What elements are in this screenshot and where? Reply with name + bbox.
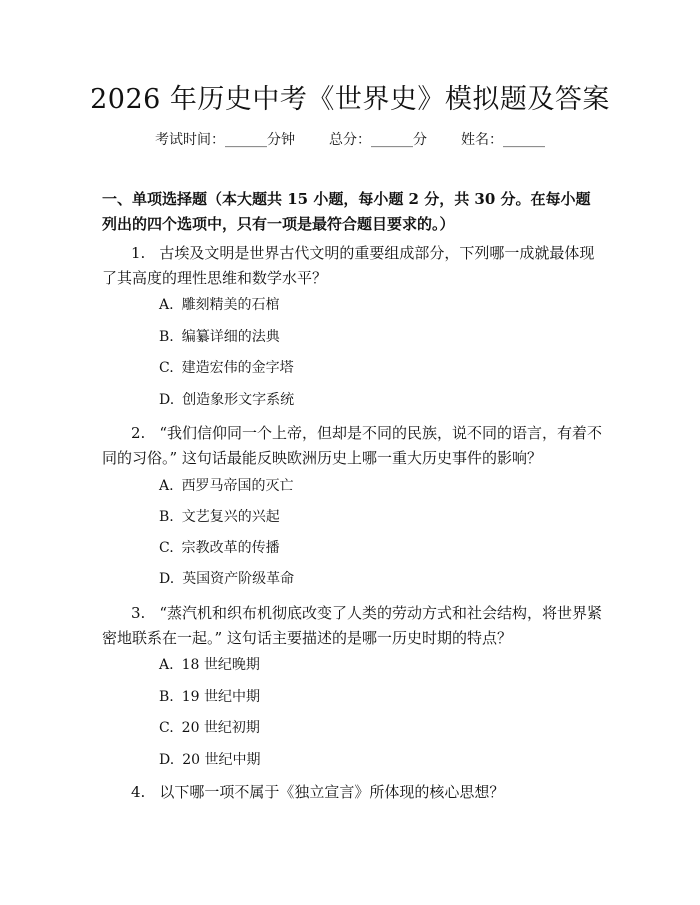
question-text: “蒸汽机和织布机彻底改变了人类的劳动方式和社会结构，将世界紧密地联系在一起。” 这句话主要描述的是哪一历史时期的特点？: [102, 604, 602, 647]
option-text: 英国资产阶级革命: [182, 571, 295, 587]
option-3d: [159, 750, 260, 770]
question-number: 3.: [131, 604, 146, 622]
option-text: 20 世纪初期: [181, 720, 260, 736]
question-text: “我们信仰同一个上帝，但却是不同的民族，说不同的语言，有着不同的习俗。” 这句话最能反映欧洲历史上哪一重大历史事件的影响？: [102, 424, 602, 467]
option-letter: D.: [159, 571, 175, 587]
question-number: 1.: [131, 244, 146, 262]
exam-info-line: [0, 130, 700, 150]
total-score-field: 总分：______分: [329, 132, 427, 148]
page-title: 2026 年历史中考《世界史》模拟题及答案: [90, 84, 610, 115]
option-letter: B.: [159, 509, 174, 525]
option-1a: [159, 295, 280, 315]
option-2b: [159, 507, 280, 527]
option-1b: [159, 327, 280, 347]
option-text: 建造宏伟的金字塔: [181, 360, 294, 376]
option-text: 19 世纪中期: [181, 689, 261, 705]
option-text: 18 世纪晚期: [181, 657, 260, 673]
question-1: [102, 241, 602, 291]
option-text: 20 世纪中期: [182, 752, 261, 768]
option-3b: [159, 687, 260, 707]
option-2a: [159, 476, 294, 496]
option-text: 雕刻精美的石棺: [181, 297, 280, 313]
option-letter: A.: [159, 297, 174, 313]
option-text: 西罗马帝国的灭亡: [181, 478, 294, 494]
section-heading: 一、单项选择题（本大题共 15 小题，每小题 2 分，共 30 分。在每小题列出的四个选项中，只有一项是最符合题目要求的。）: [102, 190, 591, 233]
question-number: 2.: [131, 424, 146, 442]
option-text: 创造象形文字系统: [182, 392, 295, 408]
exam-time-field: 考试时间：______分钟: [155, 132, 295, 148]
question-4: [102, 780, 602, 805]
question-2: [102, 421, 602, 471]
option-1d: [159, 390, 294, 410]
option-text: 宗教改革的传播: [181, 540, 280, 556]
option-text: 编纂详细的法典: [181, 329, 280, 345]
option-letter: A.: [159, 478, 174, 494]
option-1c: [159, 358, 294, 378]
option-3a: [159, 655, 260, 675]
option-letter: D.: [159, 752, 175, 768]
option-2c: [159, 538, 280, 558]
option-letter: C.: [159, 540, 174, 556]
option-letter: B.: [159, 689, 174, 705]
option-letter: A.: [159, 657, 174, 673]
question-3: [102, 601, 602, 651]
option-letter: D.: [159, 392, 175, 408]
question-number: 4.: [131, 783, 146, 801]
option-3c: [159, 718, 260, 738]
question-text: 古埃及文明是世界古代文明的重要组成部分，下列哪一成就最体现了其高度的理性思维和数学水平？: [102, 244, 595, 287]
option-letter: B.: [159, 329, 174, 345]
option-letter: C.: [159, 360, 174, 376]
option-text: 文艺复兴的兴起: [181, 509, 280, 525]
option-2d: [159, 569, 294, 589]
question-text: 以下哪一项不属于《独立宣言》所体现的核心思想？: [159, 783, 505, 801]
option-letter: C.: [159, 720, 174, 736]
student-name-field: 姓名：______: [461, 132, 545, 148]
